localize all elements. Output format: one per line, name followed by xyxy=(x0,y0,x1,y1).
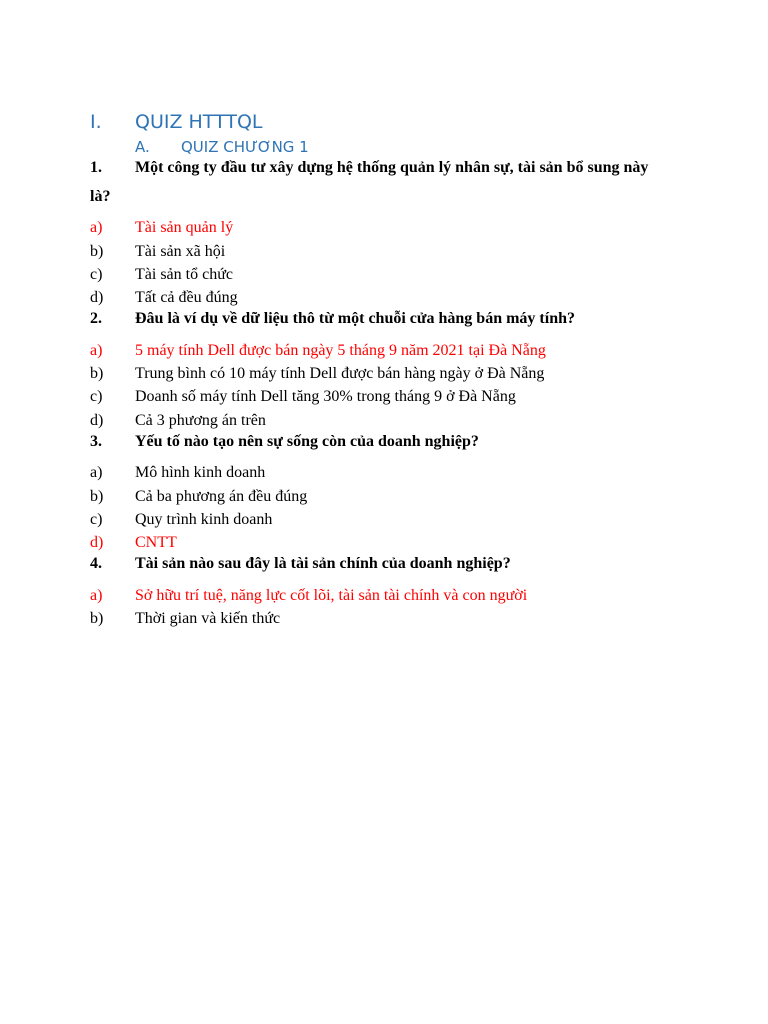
option-text: Tài sản xã hội xyxy=(135,243,226,260)
option-2b xyxy=(0,363,768,385)
option-4b xyxy=(0,608,768,630)
section-number: I. xyxy=(90,111,102,133)
subsection-title: QUIZ CHƯƠNG 1 xyxy=(181,138,309,156)
option-letter: c) xyxy=(90,266,103,283)
option-3b xyxy=(0,486,768,508)
option-letter: d) xyxy=(90,534,104,551)
question-text: Đâu là ví dụ về dữ liệu thô từ một chuỗi cửa hàng bán máy tính? xyxy=(135,310,575,327)
subsection-heading xyxy=(0,136,768,158)
section-title: QUIZ HTTTQL xyxy=(135,111,263,133)
option-text: Tất cả đều đúng xyxy=(135,289,238,306)
option-3a xyxy=(0,462,768,484)
option-text: Thời gian và kiến thức xyxy=(135,610,281,627)
question-2 xyxy=(0,308,768,330)
option-letter: b) xyxy=(90,488,104,505)
question-number: 2. xyxy=(90,310,102,327)
option-1a xyxy=(0,217,768,239)
question-number: 3. xyxy=(90,433,102,450)
option-text: CNTT xyxy=(135,534,177,551)
option-1b xyxy=(0,241,768,263)
question-text-continued: là? xyxy=(90,188,111,205)
option-letter: c) xyxy=(90,388,103,405)
question-number: 1. xyxy=(90,159,102,176)
option-letter: d) xyxy=(90,412,104,429)
option-text: Trung bình có 10 máy tính Dell được bán hàng ngày ở Đà Nẵng xyxy=(135,365,545,382)
option-3d xyxy=(0,532,768,554)
option-letter: a) xyxy=(90,464,103,481)
option-text: Tài sản tổ chức xyxy=(135,266,233,283)
option-text: Tài sản quản lý xyxy=(135,219,234,236)
option-letter: b) xyxy=(90,610,104,627)
option-text: Cả ba phương án đều đúng xyxy=(135,488,308,505)
option-letter: d) xyxy=(90,289,104,306)
option-text: 5 máy tính Dell được bán ngày 5 tháng 9 năm 2021 tại Đà Nẵng xyxy=(135,342,546,359)
option-letter: a) xyxy=(90,219,103,236)
section-heading xyxy=(0,107,768,137)
option-4a xyxy=(0,585,768,607)
option-2c xyxy=(0,386,768,408)
question-1 xyxy=(0,157,768,179)
option-1c xyxy=(0,264,768,286)
option-3c xyxy=(0,509,768,531)
option-text: Mô hình kinh doanh xyxy=(135,464,266,481)
option-text: Doanh số máy tính Dell tăng 30% trong tháng 9 ở Đà Nẵng xyxy=(135,388,516,405)
option-letter: b) xyxy=(90,243,104,260)
option-letter: a) xyxy=(90,342,103,359)
option-2a xyxy=(0,340,768,362)
question-number: 4. xyxy=(90,555,102,572)
option-letter: a) xyxy=(90,587,103,604)
option-text: Cả 3 phương án trên xyxy=(135,412,266,429)
option-letter: c) xyxy=(90,511,103,528)
option-text: Sở hữu trí tuệ, năng lực cốt lõi, tài sản tài chính và con người xyxy=(135,587,528,604)
question-1-continuation xyxy=(0,186,768,208)
question-text: Tài sản nào sau đây là tài sản chính của doanh nghiệp? xyxy=(135,555,511,572)
question-text: Yếu tố nào tạo nên sự sống còn của doanh nghiệp? xyxy=(135,433,479,450)
question-3 xyxy=(0,431,768,453)
option-1d xyxy=(0,287,768,309)
option-2d xyxy=(0,410,768,432)
option-letter: b) xyxy=(90,365,104,382)
question-4 xyxy=(0,553,768,575)
question-text: Một công ty đầu tư xây dựng hệ thống quản lý nhân sự, tài sản bổ sung này xyxy=(135,159,649,176)
option-text: Quy trình kinh doanh xyxy=(135,511,273,528)
subsection-number: A. xyxy=(135,138,150,156)
